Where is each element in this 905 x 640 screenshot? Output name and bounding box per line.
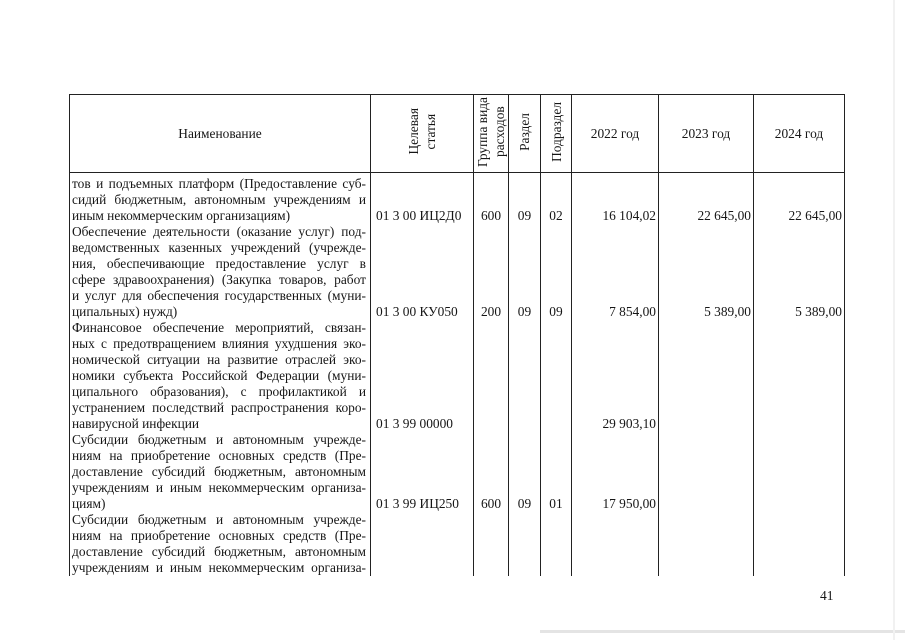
- target-article-cell: 01 3 00 КУ050: [371, 224, 474, 320]
- header-year-2023: 2023 год: [659, 95, 754, 173]
- expense-group-cell: 200: [474, 224, 509, 320]
- table-row: [70, 512, 845, 576]
- amount-2024-cell: 22 645,00: [754, 173, 845, 225]
- header-line: статья: [423, 113, 438, 150]
- name-line: ниям на приобретение основных средств (Пре-: [72, 448, 366, 463]
- subsection-cell: 09: [541, 224, 572, 320]
- name-line: сидий бюджетным, автономным учреждениям и: [72, 192, 366, 207]
- header-section: [509, 95, 541, 173]
- section-cell: 09: [509, 432, 541, 512]
- header-line: Раздел: [517, 112, 532, 151]
- subsection-cell: 02: [541, 173, 572, 225]
- table-row: [70, 432, 845, 512]
- name-line: ципальных) нужд): [72, 304, 178, 319]
- table-row: [70, 320, 845, 432]
- target-article-cell: 01 3 99 ИЦ250: [371, 432, 474, 512]
- header-row: [70, 95, 845, 173]
- name-line: сфере здравоохранения) (Закупка товаров, работ: [72, 272, 366, 287]
- section-cell: 09: [509, 224, 541, 320]
- header-subsection-text: [548, 102, 565, 162]
- scan-edge-right: [893, 0, 895, 640]
- name-line: Субсидии бюджетным и автономным учрежде-: [72, 512, 366, 527]
- expense-group-cell: 600: [474, 173, 509, 225]
- header-name: Наименование: [70, 95, 371, 173]
- name-line: номики субъекта Российской Федерации (муни-: [72, 368, 366, 383]
- name-line: ния, обеспечивающие предоставление услуг в: [72, 256, 366, 271]
- header-line: Подраздел: [548, 101, 564, 162]
- header-line: Целевая: [406, 108, 421, 155]
- table-row: [70, 224, 845, 320]
- amount-2023-cell: [659, 512, 754, 576]
- amount-2024-cell: [754, 432, 845, 512]
- name-line: Финансовое обеспечение мероприятий, связан-: [72, 320, 366, 335]
- header-year-2022: 2022 год: [572, 95, 659, 173]
- header-expense-group-text: [474, 97, 508, 167]
- target-article-cell: 01 3 99 00000: [371, 320, 474, 432]
- header-line: Группа вида: [475, 96, 490, 167]
- header-section-text: [516, 113, 533, 151]
- amount-2022-cell: 29 903,10: [572, 320, 659, 432]
- section-cell: [509, 320, 541, 432]
- amount-2023-cell: [659, 320, 754, 432]
- scan-edge-bottom: [540, 630, 905, 633]
- name-line: Обеспечение деятельности (оказание услуг) под-: [72, 224, 366, 239]
- name-line: доставление субсидий бюджетным, автономным: [72, 464, 366, 479]
- name-line: иным некоммерческим организациям): [72, 208, 291, 223]
- name-line: ципального образования), с профилактикой и: [72, 384, 366, 399]
- subsection-cell: 01: [541, 432, 572, 512]
- subsection-cell: [541, 320, 572, 432]
- table-row: [70, 173, 845, 225]
- target-article-cell: 01 3 00 ИЦ2Д0: [371, 173, 474, 225]
- header-subsection: [541, 95, 572, 173]
- subsection-cell: [541, 512, 572, 576]
- name-line: Субсидии бюджетным и автономным учрежде-: [72, 432, 366, 447]
- header-target-article-text: [405, 108, 439, 155]
- header-line: расходов: [492, 106, 507, 157]
- expense-group-cell: [474, 320, 509, 432]
- name-line: ных с предотвращением влияния ухудшения эко-: [72, 336, 366, 351]
- amount-2023-cell: [659, 432, 754, 512]
- name-line: учреждениям и иным некоммерческим организа-: [72, 480, 366, 495]
- expense-group-cell: [474, 512, 509, 576]
- budget-table: [69, 94, 845, 576]
- amount-2022-cell: 16 104,02: [572, 173, 659, 225]
- name-line: и услуг для обеспечения государственных (муни-: [72, 288, 366, 303]
- name-cell: [70, 512, 371, 576]
- name-line: доставление субсидий бюджетным, автономным: [72, 544, 366, 559]
- amount-2023-cell: 22 645,00: [659, 173, 754, 225]
- section-cell: [509, 512, 541, 576]
- name-line: учреждениям и иным некоммерческим организа-: [72, 560, 366, 575]
- section-cell: 09: [509, 173, 541, 225]
- header-target-article: [371, 95, 474, 173]
- name-line: ниям на приобретение основных средств (Пре-: [72, 528, 366, 543]
- amount-2022-cell: [572, 512, 659, 576]
- name-cell: [70, 224, 371, 320]
- amount-2024-cell: 5 389,00: [754, 224, 845, 320]
- amount-2023-cell: 5 389,00: [659, 224, 754, 320]
- amount-2024-cell: [754, 320, 845, 432]
- amount-2024-cell: [754, 512, 845, 576]
- amount-2022-cell: 17 950,00: [572, 432, 659, 512]
- amount-2022-cell: 7 854,00: [572, 224, 659, 320]
- target-article-cell: [371, 512, 474, 576]
- name-cell: [70, 320, 371, 432]
- name-cell: [70, 432, 371, 512]
- page-number: 41: [820, 588, 834, 603]
- name-line: циям): [72, 496, 106, 511]
- name-line: навирусной инфекции: [72, 416, 200, 431]
- header-expense-group: [474, 95, 509, 173]
- name-line: тов и подъемных платформ (Предоставление суб-: [72, 176, 366, 191]
- name-line: ведомственных казенных учреждений (учрежде-: [72, 240, 366, 255]
- expense-group-cell: 600: [474, 432, 509, 512]
- name-cell: [70, 173, 371, 225]
- header-year-2024: 2024 год: [754, 95, 845, 173]
- name-line: номической ситуации на развитие отраслей эко-: [72, 352, 366, 367]
- name-line: устранением последствий распространения коро-: [72, 400, 366, 415]
